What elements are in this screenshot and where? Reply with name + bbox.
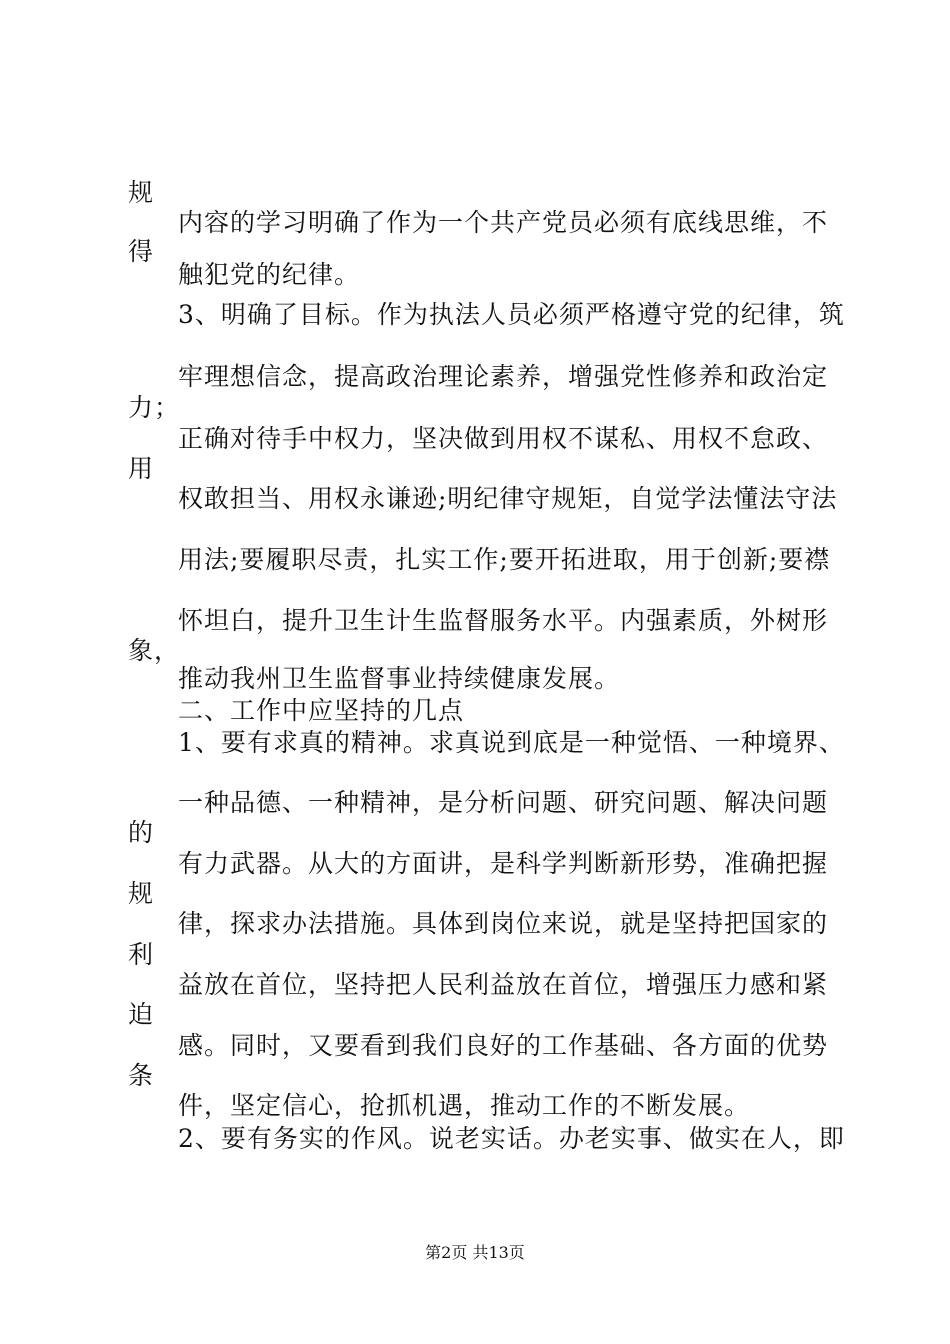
text-line: 迫 [128, 1000, 155, 1029]
section-heading: 二、工作中应坚持的几点 [178, 696, 465, 725]
text-line: 2、要有务实的作风。说老实话。办老实事、做实在人，即 [178, 1124, 845, 1153]
text-line: 3、明确了目标。作为执法人员必须严格遵守党的纪律，筑 [178, 300, 845, 329]
text-line: 益放在首位，坚持把人民利益放在首位，增强压力感和紧 [178, 970, 829, 999]
text-line: 牢理想信念，提高政治理论素养，增强党性修养和政治定 [178, 362, 829, 391]
text-line: 律，探求办法措施。具体到岗位来说，就是坚持把国家的 [178, 909, 829, 938]
text-line: 象， [128, 636, 181, 665]
text-line: 用法;要履职尽责，扎实工作;要开拓进取，用于创新;要襟 [178, 545, 831, 574]
text-line: 用 [128, 454, 155, 483]
text-line: 怀坦白，提升卫生计生监督服务水平。内强素质，外树形 [178, 606, 829, 635]
text-line: 利 [128, 940, 155, 969]
text-line: 得 [128, 237, 155, 266]
text-line: 感。同时，又要看到我们良好的工作基础、各方面的优势 [178, 1031, 829, 1060]
text-line: 1、要有求真的精神。求真说到底是一种觉悟、一种境界、 [178, 728, 845, 757]
text-line: 内容的学习明确了作为一个共产党员必须有底线思维，不 [178, 208, 829, 237]
text-line: 件，坚定信心，抢抓机遇，推动工作的不断发展。 [178, 1091, 751, 1120]
text-line: 规 [128, 178, 155, 207]
text-line: 力； [128, 393, 181, 422]
text-line: 一种品德、一种精神，是分析问题、研究问题、解决问题 [178, 788, 829, 817]
text-line: 的 [128, 818, 155, 847]
text-line: 条 [128, 1061, 155, 1090]
page-footer: 第2页 共13页 [425, 1243, 525, 1262]
text-line: 权敢担当、用权永谦逊;明纪律守规矩，自觉学法懂法守法 [178, 484, 838, 513]
text-line: 有力武器。从大的方面讲，是科学判断新形势，准确把握 [178, 849, 829, 878]
text-line: 规 [128, 879, 155, 908]
text-line: 触犯党的纪律。 [178, 260, 361, 289]
text-line: 推动我州卫生监督事业持续健康发展。 [178, 664, 621, 693]
text-line: 正确对待手中权力，坚决做到用权不谋私、用权不怠政、 [178, 424, 829, 453]
